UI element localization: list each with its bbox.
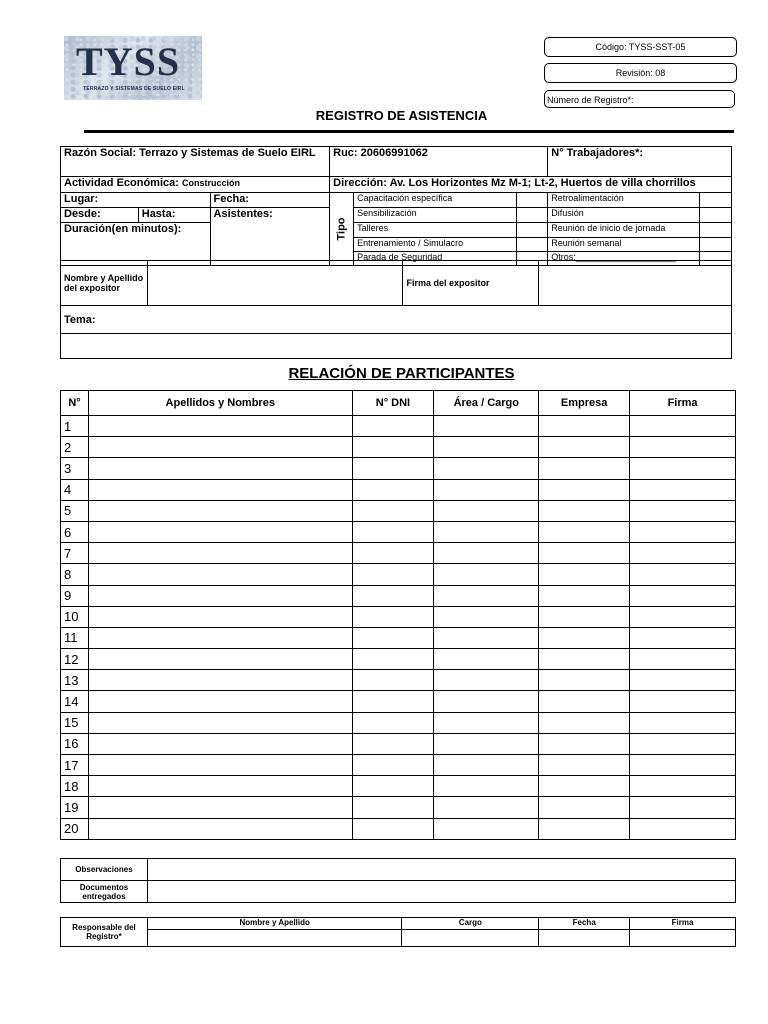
participant-cell[interactable] bbox=[434, 691, 539, 712]
table-row bbox=[61, 776, 736, 797]
row-number: 1 bbox=[61, 416, 89, 437]
tipo-checkbox[interactable] bbox=[700, 208, 732, 223]
observaciones-table bbox=[60, 858, 736, 903]
participant-cell[interactable] bbox=[434, 755, 539, 776]
participant-cell[interactable] bbox=[88, 670, 352, 691]
participant-cell[interactable] bbox=[88, 543, 352, 564]
tipo-option: Retroalimentación bbox=[548, 193, 700, 208]
participant-cell[interactable] bbox=[539, 458, 630, 479]
fecha-field[interactable]: Fecha: bbox=[210, 193, 330, 208]
participant-cell[interactable] bbox=[630, 458, 736, 479]
participant-cell[interactable] bbox=[539, 585, 630, 606]
row-number: 5 bbox=[61, 500, 89, 521]
tipo-checkbox[interactable] bbox=[700, 238, 732, 252]
table-row bbox=[61, 479, 736, 500]
razon-social: Razón Social: Terrazo y Sistemas de Suelo EIRL bbox=[61, 147, 330, 177]
row-number: 18 bbox=[61, 776, 89, 797]
row-number: 10 bbox=[61, 606, 89, 627]
row-number: 16 bbox=[61, 733, 89, 754]
participant-cell[interactable] bbox=[434, 479, 539, 500]
tipo-label-cell bbox=[330, 193, 354, 266]
participant-cell[interactable] bbox=[630, 543, 736, 564]
participant-cell[interactable] bbox=[352, 797, 434, 818]
actividad-label: Actividad Económica: bbox=[64, 177, 179, 189]
table-row bbox=[61, 818, 736, 839]
asistentes-field[interactable]: Asistentes: bbox=[210, 208, 330, 266]
participant-cell[interactable] bbox=[630, 733, 736, 754]
desde-field[interactable]: Desde: bbox=[61, 208, 139, 223]
header-cell: N° DNI bbox=[352, 391, 434, 416]
participant-cell[interactable] bbox=[539, 755, 630, 776]
participant-cell[interactable] bbox=[630, 585, 736, 606]
participant-cell[interactable] bbox=[630, 564, 736, 585]
participant-cell[interactable] bbox=[88, 797, 352, 818]
participant-cell[interactable] bbox=[88, 606, 352, 627]
tipo-checkbox[interactable] bbox=[517, 238, 548, 252]
participant-cell[interactable] bbox=[352, 500, 434, 521]
participant-cell[interactable] bbox=[630, 691, 736, 712]
tipo-checkbox[interactable] bbox=[517, 208, 548, 223]
participant-cell[interactable] bbox=[630, 712, 736, 733]
responsable-label: Responsable del Registro* bbox=[61, 918, 148, 947]
resp-header: Nombre y Apellido bbox=[147, 918, 402, 930]
participant-cell[interactable] bbox=[630, 670, 736, 691]
participant-cell[interactable] bbox=[434, 818, 539, 839]
participant-cell[interactable] bbox=[88, 649, 352, 670]
resp-header: Firma bbox=[630, 918, 736, 930]
resp-firma-field[interactable] bbox=[630, 930, 736, 947]
tipo-checkbox[interactable] bbox=[517, 193, 548, 208]
participant-cell[interactable] bbox=[352, 585, 434, 606]
participant-cell[interactable] bbox=[539, 712, 630, 733]
logo-text: TYSS bbox=[76, 39, 181, 84]
participant-cell[interactable] bbox=[539, 500, 630, 521]
row-number: 7 bbox=[61, 543, 89, 564]
row-number: 2 bbox=[61, 437, 89, 458]
participant-cell[interactable] bbox=[352, 416, 434, 437]
participant-cell[interactable] bbox=[352, 818, 434, 839]
tipo-option: Capacitación específica bbox=[354, 193, 517, 208]
table-row bbox=[61, 670, 736, 691]
table-row bbox=[61, 755, 736, 776]
row-number: 19 bbox=[61, 797, 89, 818]
lugar-field[interactable]: Lugar: bbox=[61, 193, 211, 208]
participant-cell[interactable] bbox=[352, 543, 434, 564]
header-cell: Empresa bbox=[539, 391, 630, 416]
resp-header: Fecha bbox=[539, 918, 630, 930]
participant-cell[interactable] bbox=[539, 479, 630, 500]
row-number: 9 bbox=[61, 585, 89, 606]
tipo-option: Reunión semanal bbox=[548, 238, 700, 252]
observaciones-label: Observaciones bbox=[61, 859, 148, 881]
table-row bbox=[61, 521, 736, 542]
participant-cell[interactable] bbox=[352, 712, 434, 733]
table-row bbox=[61, 585, 736, 606]
responsable-table bbox=[60, 917, 736, 947]
participant-cell[interactable] bbox=[630, 437, 736, 458]
participant-cell[interactable] bbox=[630, 521, 736, 542]
participant-cell[interactable] bbox=[88, 627, 352, 648]
tipo-option: Parada de Seguridad bbox=[354, 252, 517, 266]
participant-cell[interactable] bbox=[88, 755, 352, 776]
participant-cell[interactable] bbox=[88, 437, 352, 458]
participant-cell[interactable] bbox=[352, 564, 434, 585]
table-row bbox=[61, 606, 736, 627]
header-cell: Área / Cargo bbox=[434, 391, 539, 416]
row-number: 13 bbox=[61, 670, 89, 691]
table-row bbox=[61, 712, 736, 733]
expositor-field[interactable] bbox=[147, 261, 403, 306]
participant-cell[interactable] bbox=[88, 818, 352, 839]
participant-cell[interactable] bbox=[434, 564, 539, 585]
tipo-option: Entrenamiento / Simulacro bbox=[354, 238, 517, 252]
logo-subtext: TERRAZO Y SISTEMAS DE SUELO EIRL bbox=[83, 86, 185, 92]
table-row bbox=[61, 797, 736, 818]
participant-cell[interactable] bbox=[434, 500, 539, 521]
actividad-economica bbox=[61, 177, 330, 193]
row-number: 15 bbox=[61, 712, 89, 733]
participant-cell[interactable] bbox=[630, 755, 736, 776]
documentos-field[interactable] bbox=[147, 881, 735, 903]
participant-cell[interactable] bbox=[352, 458, 434, 479]
row-number: 20 bbox=[61, 818, 89, 839]
participant-cell[interactable] bbox=[88, 458, 352, 479]
resp-nombre-field[interactable] bbox=[147, 930, 402, 947]
table-row bbox=[61, 437, 736, 458]
table-row bbox=[61, 416, 736, 437]
participant-cell[interactable] bbox=[434, 585, 539, 606]
participant-cell[interactable] bbox=[539, 564, 630, 585]
tipo-checkbox[interactable] bbox=[700, 193, 732, 208]
participant-cell[interactable] bbox=[352, 691, 434, 712]
table-row bbox=[61, 543, 736, 564]
row-number: 6 bbox=[61, 521, 89, 542]
row-number: 8 bbox=[61, 564, 89, 585]
participant-cell[interactable] bbox=[352, 733, 434, 754]
expositor-table bbox=[60, 260, 732, 359]
participant-cell[interactable] bbox=[630, 649, 736, 670]
participant-cell[interactable] bbox=[630, 416, 736, 437]
participant-cell[interactable] bbox=[352, 670, 434, 691]
participant-cell[interactable] bbox=[630, 606, 736, 627]
participant-cell[interactable] bbox=[539, 416, 630, 437]
participant-cell[interactable] bbox=[539, 521, 630, 542]
tema-field[interactable]: Tema: bbox=[61, 306, 732, 334]
resp-fecha-field[interactable] bbox=[539, 930, 630, 947]
header-cell: Firma bbox=[630, 391, 736, 416]
participant-cell[interactable] bbox=[539, 543, 630, 564]
participant-cell[interactable] bbox=[434, 543, 539, 564]
header-cell: Apellidos y Nombres bbox=[88, 391, 352, 416]
participant-cell[interactable] bbox=[434, 797, 539, 818]
participant-cell[interactable] bbox=[539, 776, 630, 797]
tipo-option: Reunión de inicio de jornada bbox=[548, 223, 700, 238]
participants-table bbox=[60, 390, 736, 840]
tipo-option: Sensibilización bbox=[354, 208, 517, 223]
tipo-label: Tipo bbox=[335, 217, 348, 241]
participant-cell[interactable] bbox=[88, 416, 352, 437]
participant-cell[interactable] bbox=[88, 521, 352, 542]
participant-cell[interactable] bbox=[434, 649, 539, 670]
resp-header: Cargo bbox=[402, 918, 539, 930]
participant-cell[interactable] bbox=[434, 776, 539, 797]
participant-cell[interactable] bbox=[352, 649, 434, 670]
observaciones-field[interactable] bbox=[147, 859, 735, 881]
participant-cell[interactable] bbox=[88, 691, 352, 712]
ruc: Ruc: 20606991062 bbox=[330, 147, 548, 177]
participant-cell[interactable] bbox=[88, 776, 352, 797]
table-row bbox=[61, 733, 736, 754]
participant-cell[interactable] bbox=[630, 479, 736, 500]
tipo-checkbox[interactable] bbox=[517, 223, 548, 238]
participant-cell[interactable] bbox=[539, 670, 630, 691]
row-number: 11 bbox=[61, 627, 89, 648]
expositor-label: Nombre y Apellido del expositor bbox=[61, 261, 148, 306]
hasta-field[interactable]: Hasta: bbox=[138, 208, 210, 223]
participant-cell[interactable] bbox=[434, 416, 539, 437]
participant-cell[interactable] bbox=[352, 776, 434, 797]
participant-cell[interactable] bbox=[88, 500, 352, 521]
numero-registro-field[interactable]: Número de Registro*: bbox=[544, 90, 735, 108]
table-row bbox=[61, 564, 736, 585]
participant-cell[interactable] bbox=[88, 479, 352, 500]
codigo-box: Código: TYSS-SST-05 bbox=[544, 37, 737, 57]
row-number: 17 bbox=[61, 755, 89, 776]
participant-cell[interactable] bbox=[352, 437, 434, 458]
documentos-label: Documentos entregados bbox=[61, 881, 148, 903]
row-number: 12 bbox=[61, 649, 89, 670]
participant-cell[interactable] bbox=[539, 733, 630, 754]
participant-cell[interactable] bbox=[434, 437, 539, 458]
row-number: 4 bbox=[61, 479, 89, 500]
tipo-checkbox[interactable] bbox=[700, 223, 732, 238]
participant-cell[interactable] bbox=[434, 521, 539, 542]
participant-cell[interactable] bbox=[434, 670, 539, 691]
duracion-field[interactable]: Duración(en minutos): bbox=[61, 223, 211, 266]
table-row bbox=[61, 500, 736, 521]
tipo-option: Otros:____________________ bbox=[548, 252, 700, 266]
participant-cell[interactable] bbox=[88, 733, 352, 754]
participant-cell[interactable] bbox=[352, 521, 434, 542]
participant-cell[interactable] bbox=[352, 479, 434, 500]
header-cell: N° bbox=[61, 391, 89, 416]
section-title bbox=[0, 365, 768, 382]
participant-cell[interactable] bbox=[434, 627, 539, 648]
firma-expositor-label: Firma del expositor bbox=[403, 261, 539, 306]
table-row bbox=[61, 458, 736, 479]
participant-cell[interactable] bbox=[539, 649, 630, 670]
tema-extra-line[interactable] bbox=[61, 334, 732, 359]
firma-expositor-field[interactable] bbox=[539, 261, 732, 306]
participant-cell[interactable] bbox=[630, 500, 736, 521]
page-title: REGISTRO DE ASISTENCIA bbox=[315, 108, 488, 123]
participant-cell[interactable] bbox=[352, 606, 434, 627]
participant-cell[interactable] bbox=[630, 627, 736, 648]
tipo-option: Talleres bbox=[354, 223, 517, 238]
participant-cell[interactable] bbox=[630, 776, 736, 797]
row-number: 3 bbox=[61, 458, 89, 479]
participant-cell[interactable] bbox=[539, 691, 630, 712]
resp-cargo-field[interactable] bbox=[402, 930, 539, 947]
participant-cell[interactable] bbox=[434, 458, 539, 479]
direccion: Dirección: Av. Los Horizontes Mz M-1; Lt-2, Huertos de villa chorrillos bbox=[330, 177, 732, 193]
participant-cell[interactable] bbox=[539, 606, 630, 627]
revision-box: Revisión: 08 bbox=[544, 63, 737, 83]
participant-cell[interactable] bbox=[352, 627, 434, 648]
participant-cell[interactable] bbox=[352, 755, 434, 776]
participant-cell[interactable] bbox=[539, 437, 630, 458]
table-row bbox=[61, 649, 736, 670]
participant-cell[interactable] bbox=[434, 712, 539, 733]
title-divider bbox=[84, 130, 734, 133]
participant-cell[interactable] bbox=[88, 712, 352, 733]
company-logo bbox=[64, 36, 202, 100]
trabajadores-field[interactable]: N° Trabajadores*: bbox=[548, 147, 732, 177]
participant-cell[interactable] bbox=[539, 627, 630, 648]
row-number: 14 bbox=[61, 691, 89, 712]
actividad-value: Construcción bbox=[181, 178, 240, 188]
info-table bbox=[60, 146, 732, 266]
participant-cell[interactable] bbox=[539, 797, 630, 818]
participant-cell[interactable] bbox=[88, 585, 352, 606]
participants-header bbox=[61, 391, 736, 416]
participant-cell[interactable] bbox=[630, 818, 736, 839]
participant-cell[interactable] bbox=[88, 564, 352, 585]
participant-cell[interactable] bbox=[630, 797, 736, 818]
participant-cell[interactable] bbox=[434, 606, 539, 627]
participant-cell[interactable] bbox=[434, 733, 539, 754]
table-row bbox=[61, 627, 736, 648]
section-title-text: RELACIÓN DE PARTICIPANTES bbox=[288, 365, 515, 382]
table-row bbox=[61, 691, 736, 712]
participant-cell[interactable] bbox=[539, 818, 630, 839]
tipo-option: Difusión bbox=[548, 208, 700, 223]
